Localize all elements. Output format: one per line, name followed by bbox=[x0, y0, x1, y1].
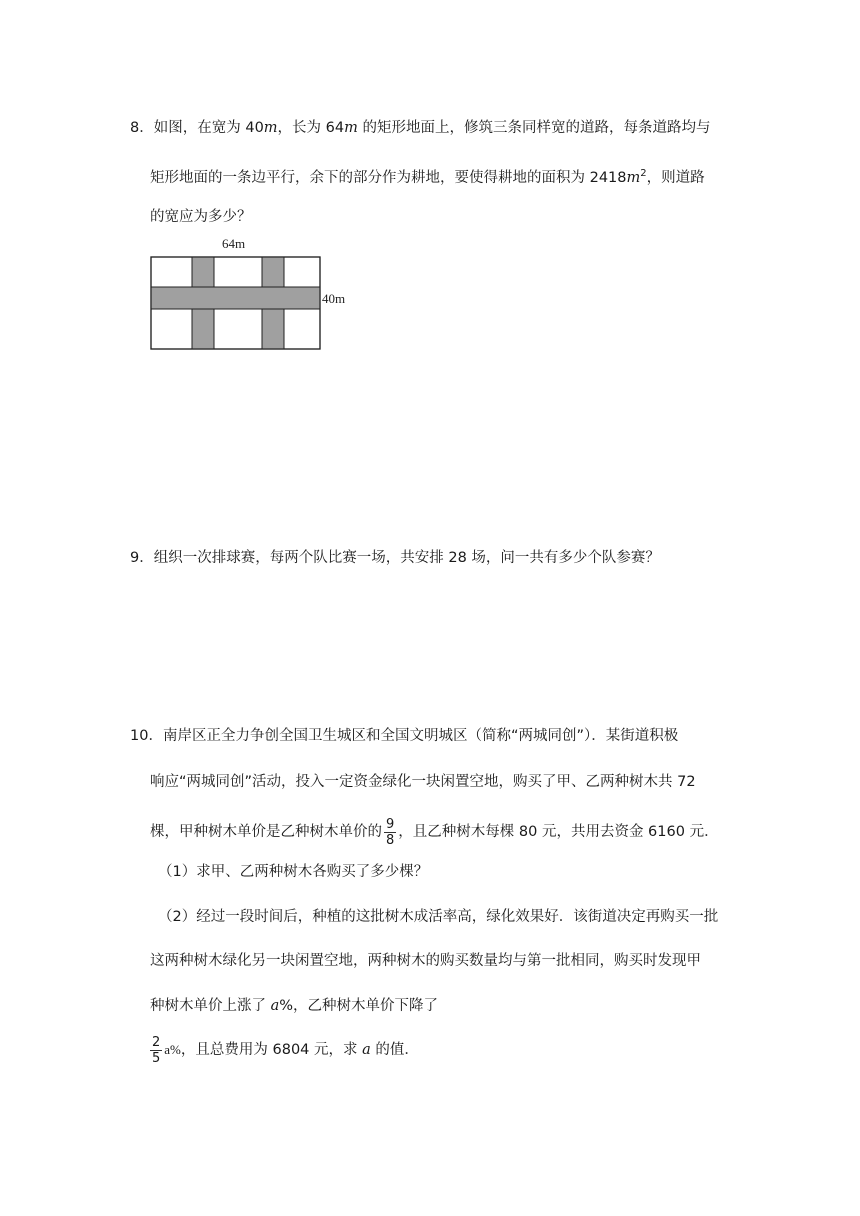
q10-part-2-line-3: 种树木单价上涨了 a%，乙种树木单价下降了 bbox=[150, 998, 439, 1014]
q9-text: 9．组织一次排球赛，每两个队比赛一场，共安排 28 场，问一共有多少个队参赛？ bbox=[130, 550, 660, 566]
q8-line-1: 8．如图，在宽为 40m，长为 64m 的矩形地面上，修筑三条同样宽的道路，每条道路均与 bbox=[130, 120, 711, 136]
horizontal-road bbox=[151, 287, 320, 309]
q10-part-2-line-4: $\frac{2}{5}$ a%，且总费用为 6804 元，求 a 的值． bbox=[152, 1034, 419, 1066]
q10-line-2: 响应“两城同创”活动，投入一定资金绿化一块闲置空地，购买了甲、乙两种树木共 72 bbox=[150, 774, 696, 790]
road-rectangle-figure bbox=[140, 232, 360, 352]
q9-number: 9． bbox=[130, 550, 154, 566]
q10-number: 10． bbox=[130, 728, 163, 744]
q10-line-1: 10．南岸区正全力争创全国卫生城区和全国文明城区（简称“两城同创”）．某街道积极 bbox=[130, 728, 679, 744]
figure-label-64m: 64m bbox=[222, 236, 246, 251]
q8-line-3: 的宽应为多少？ bbox=[150, 209, 252, 225]
fraction-2-5: $\frac{2}{5}$ bbox=[152, 1034, 161, 1066]
q10-part-2-line-2: 这两种树木绿化另一块闲置空地，两种树木的购买数量均与第一批相同，购买时发现甲 bbox=[150, 953, 701, 969]
q10-part-1: （1）求甲、乙两种树木各购买了多少棵？ bbox=[158, 864, 429, 880]
q10-line-3: 棵，甲种树木单价是乙种树木单价的 $\frac{9}{8}$ ，且乙种树木每棵 80 元，共用去资金 6160 元． bbox=[150, 816, 719, 848]
q8-number: 8． bbox=[130, 120, 154, 136]
q8-line-2: 矩形地面的一条边平行，余下的部分作为耕地，要使得耕地的面积为 $2418m^2$，则道路 bbox=[150, 168, 705, 186]
fraction-9-8: $\frac{9}{8}$ bbox=[386, 816, 395, 848]
q10-part-2-line-1: （2）经过一段时间后，种植的这批树木成活率高，绿化效果好．该街道决定再购买一批 bbox=[158, 909, 719, 925]
figure-label-40m: 40m bbox=[322, 291, 346, 306]
